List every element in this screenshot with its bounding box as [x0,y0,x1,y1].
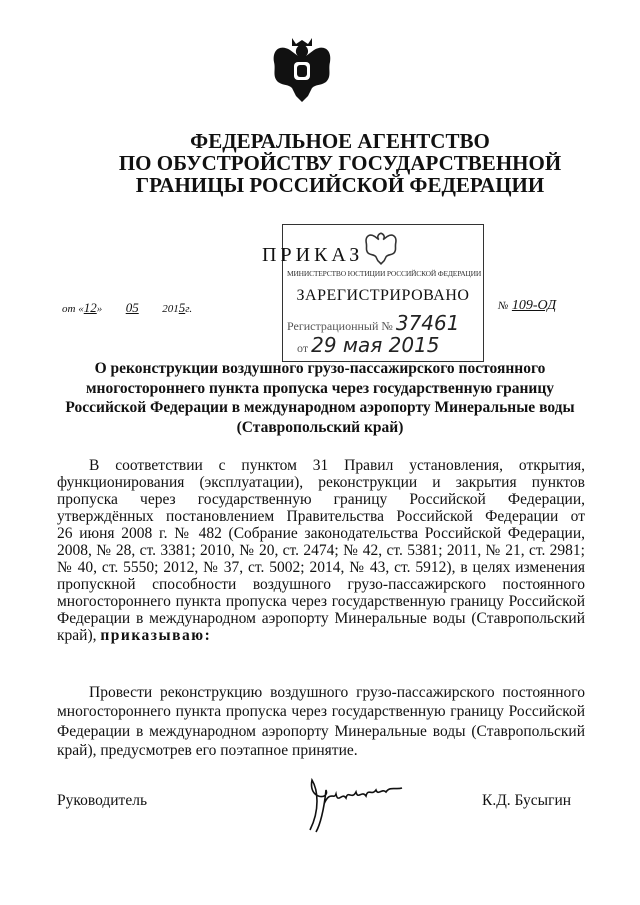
reg-number: 37461 [395,311,460,335]
stamp-emblem-icon [363,229,399,267]
date-mid: » [96,303,103,315]
agency-title [0,130,640,196]
date-prefix: от « [62,303,84,315]
reg-date-label: от [297,341,309,355]
stamp-ministry: МИНИСТЕРСТВО ЮСТИЦИИ РОССИЙСКОЙ ФЕДЕРАЦИИ [287,269,482,278]
order-verb: приказываю: [100,627,212,644]
text-fragment: край), [57,627,97,644]
date-day: 12 [83,300,97,315]
subject-line: Российской Федерации в международном аэропорту Минеральные воды [65,399,575,416]
preamble-paragraph [57,457,585,644]
text-line: многостороннего пункта пропуска через государственную границу Российской [57,593,585,610]
text-line: утверждённых постановлением Правительства Российской Федерации от [57,508,585,525]
date-year: 201 [162,303,179,315]
text-line: № 40, ст. 5550; 2012, № 37, ст. 5002; 2014, № 43, ст. 5912), в целях изменения [57,559,585,576]
text-line: 26 июня 2008 г. № 482 (Собрание законодательства Российской Федерации, [57,525,585,542]
text-line: край), предусмотрев его поэтапное принятие. [57,741,358,759]
order-type: ПРИКАЗ [262,244,364,266]
order-paragraph [57,683,585,760]
text-line: Федерации в международном аэропорту Минеральные воды (Ставропольский [57,610,585,627]
title-line: ГРАНИЦЫ РОССИЙСКОЙ ФЕДЕРАЦИИ [135,173,545,197]
stamp-reg-date [297,333,440,357]
date-year-digit: 5 [178,300,186,315]
text-line [57,627,585,644]
title-line: ФЕДЕРАЛЬНОЕ АГЕНТСТВО [190,129,490,153]
text-line: пропуска через государственную границу Российской Федерации, [57,491,585,508]
text-line: 2008, № 28, ст. 3381; 2010, № 20, ст. 2474; № 42, ст. 5381; 2011, № 21, ст. 2981; [57,542,585,559]
subject-line: (Ставропольский край) [236,418,404,436]
date-suffix: г. [185,303,193,315]
stamp-reg-number [287,311,459,335]
text-line: В соответствии с пунктом 31 Правил установления, открытия, [89,457,585,474]
number-value: 109-ОД [511,298,557,313]
date-month: 05 [125,300,139,315]
text-line: Федерации в международном аэропорту Минеральные воды (Ставропольский [57,722,585,740]
text-line: многостороннего пункта пропуска через государственную границу Российской [57,703,585,721]
number-prefix: № [498,300,509,312]
subject-line: многостороннего пункта пропуска через государственную границу [85,379,555,397]
reg-label: Регистрационный № [287,319,393,333]
order-subject [0,359,640,437]
subject-line: О реконструкции воздушного грузо-пассажирского постоянного [94,360,546,377]
text-line: функционирования (эксплуатации), реконструкции и закрытия пунктов [57,474,585,491]
text-line: пропускной способности воздушного грузо-пассажирского постоянного [57,576,585,593]
signatory-role: Руководитель [57,792,148,809]
order-date [62,300,192,316]
coat-of-arms-emblem [268,36,336,108]
title-line: ПО ОБУСТРОЙСТВУ ГОСУДАРСТВЕННОЙ [118,151,562,175]
reg-date: 29 мая 2015 [311,333,440,357]
text-line: Провести реконструкцию воздушного грузо-пассажирского постоянного [89,684,585,701]
stamp-registered: ЗАРЕГИСТРИРОВАНО [296,287,470,304]
order-number [498,298,556,314]
signatory-name: К.Д. Бусыгин [482,792,572,809]
handwritten-signature [290,770,420,840]
